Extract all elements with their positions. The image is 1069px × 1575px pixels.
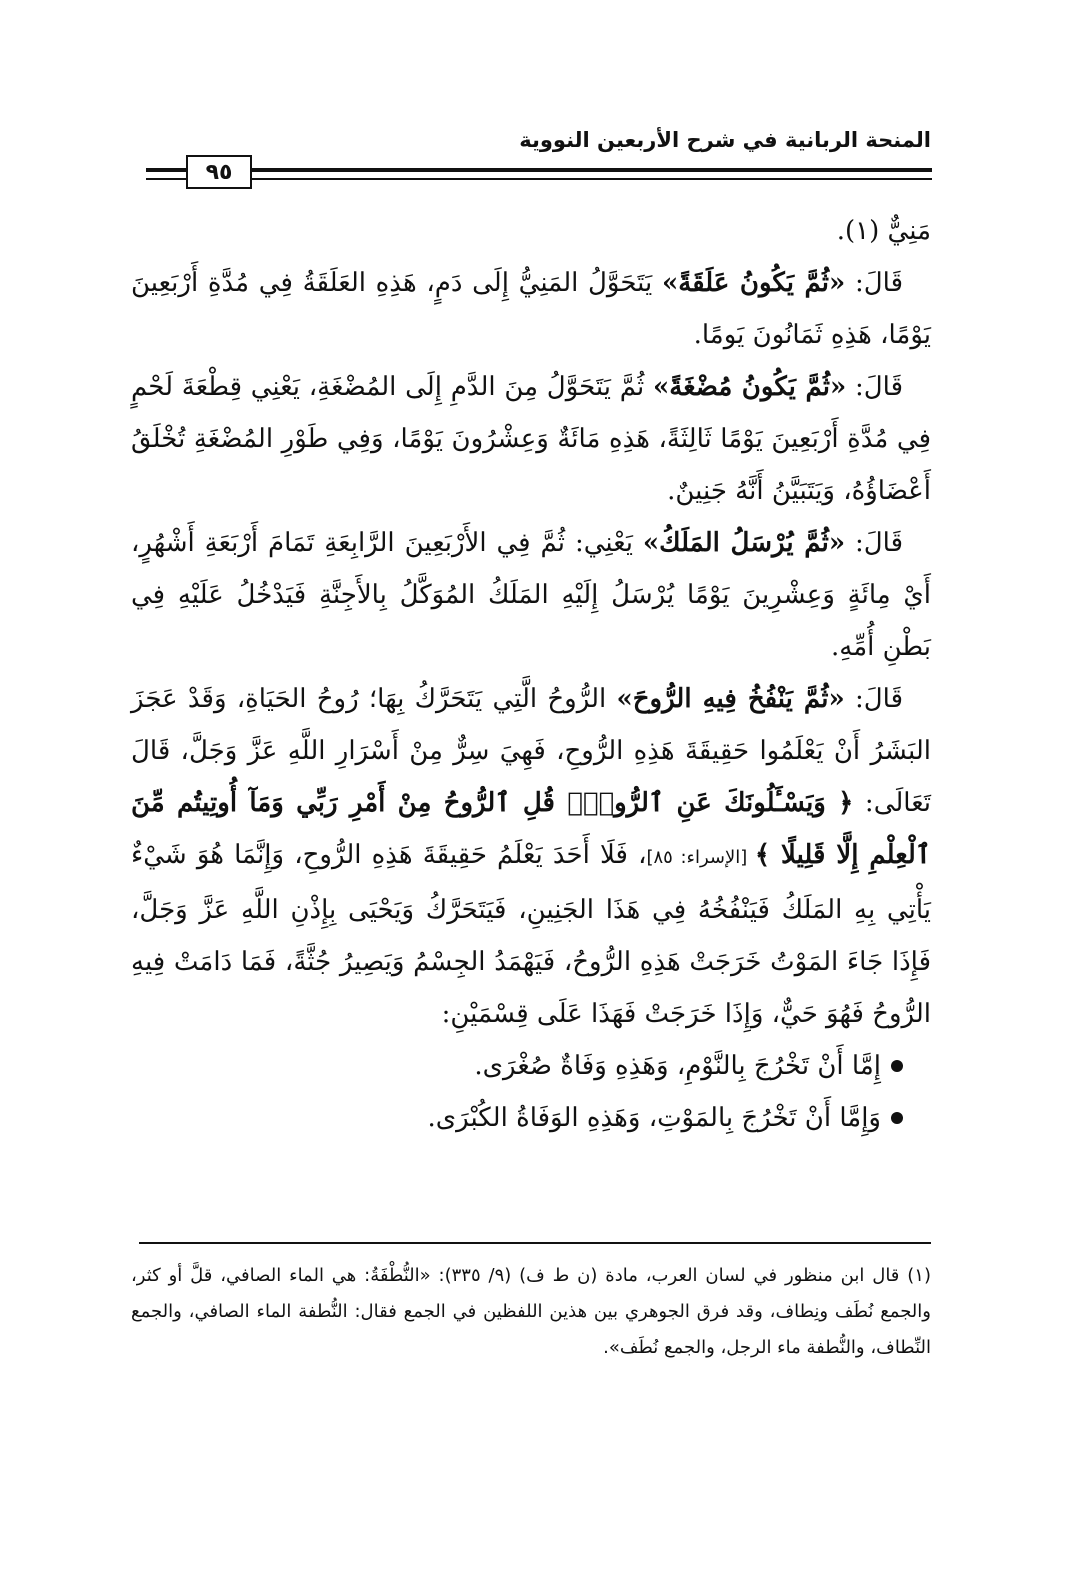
header-rule-right <box>252 168 932 172</box>
verse-reference: [الإسراء: ٨٥] <box>646 847 755 868</box>
paragraph-2-prefix: قَالَ: <box>846 372 903 402</box>
paragraph-4-text-a: الرُّوحُ الَّتِي يَتَحَرَّكُ بِهَا؛ رُوحُ الحَيَاةِ، وَقَدْ عَجَزَ البَشَرُ أَنْ يَعْلَمُوا حَقِيقَةَ هَذِهِ الرُّوحِ، فَهِيَ سِرٌّ مِنْ أَسْرَارِ اللَّهِ عَزَّ وَجَلَّ، قَالَ تَعَالَى: <box>131 684 931 818</box>
main-text <box>131 205 931 1144</box>
header-rule-right-thin <box>252 178 932 180</box>
paragraph-4 <box>131 673 931 1040</box>
page-number: ٩٥ <box>186 155 252 189</box>
quran-verse: ﴿ وَيَسْـَٔلُونَكَ عَنِ ٱلرُّوحِۖ قُلِ ٱلرُّوحُ مِنْ أَمْرِ رَبِّي وَمَآ أُوتِيتُم مِّنَ ٱلْعِلْمِ إِلَّا قَلِيلًا ﴾ <box>131 788 931 870</box>
hadith-quote: «ثُمَّ يُرْسَلُ المَلَكُ» <box>642 528 846 558</box>
list-item-text: إِمَّا أَنْ تَخْرُجَ بِالنَّوْمِ، وَهَذِهِ وَفَاةٌ صُغْرَى. <box>474 1051 881 1081</box>
paragraph-1 <box>131 257 931 361</box>
header-rule-left-thin <box>146 178 186 180</box>
paragraph-3-text: يَعْنِي: ثُمَّ فِي الأَرْبَعِينَ الرَّابِعَةِ تَمَامَ أَرْبَعَةِ أَشْهُرٍ، أَيْ مِائَةٍ وَعِشْرِينَ يَوْمًا يُرْسَلُ إِلَيْهِ المَلَكُ المُوَكَّلُ بِالأَجِنَّةِ فَيَدْخُلُ عَلَيْهِ فِي بَطْنِ أُمِّهِ. <box>131 528 931 662</box>
paragraph-4-prefix: قَالَ: <box>844 684 903 714</box>
footnote-rule <box>139 1242 931 1244</box>
paragraph-3 <box>131 517 931 673</box>
list-item-text: وَإِمَّا أَنْ تَخْرُجَ بِالمَوْتِ، وَهَذِهِ الوَفَاةُ الكُبْرَى. <box>427 1103 881 1133</box>
hadith-quote: «ثُمَّ يَكُونُ عَلَقَةً» <box>661 268 846 298</box>
paragraph-4-text-b: ، فَلَا أَحَدَ يَعْلَمُ حَقِيقَةَ هَذِهِ الرُّوحِ، وَإِنَّمَا هُوَ شَيْءٌ يَأْتِي بِهِ المَلَكُ فَيَنْفُخُهُ فِي هَذَا الجَنِينِ، فَيَتَحَرَّكُ وَيَحْيَى بِإِذْنِ اللَّهِ عَزَّ وَجَلَّ، فَإِذَا جَاءَ المَوْتُ خَرَجَتْ هَذِهِ الرُّوحُ، فَيَهْمَدُ الجِسْمُ وَيَصِيرُ جُثَّةً، فَمَا دَامَتْ فِيهِ الرُّوحُ فَهُوَ حَيٌّ، وَإِذَا خَرَجَتْ فَهَذَا عَلَى قِسْمَيْنِ: <box>131 840 931 1029</box>
paragraph-2 <box>131 361 931 517</box>
bullet-list <box>131 1040 931 1144</box>
footnote-1: (١) قال ابن منظور في لسان العرب، مادة (ن ط ف) (٩/ ٣٣٥): «النُّطْفَةُ: هي الماء الصافي، قلَّ أو كثر، والجمع نُطَف ونِطاف، وقد فرق الجوهري بين هذين اللفظين في الجمع فقال: النُّطفة الماء الصافي، والجمع النِّطاف، والنُّطفة ماء الرجل، والجمع نُطَف». <box>131 1265 931 1358</box>
hadith-quote: «ثُمَّ يَنْفُخُ فِيهِ الرُّوحَ» <box>616 684 845 714</box>
paragraph-2-text: ثُمَّ يَتَحَوَّلُ مِنَ الدَّمِ إِلَى المُضْغَةِ، يَعْنِي قِطْعَةَ لَحْمٍ فِي مُدَّةِ أَرْبَعِينَ يَوْمًا ثَالِثَةً، هَذِهِ مَائَةٌ وَعِشْرُونَ يَوْمًا، وَفِي طَوْرِ المُضْغَةِ تُخْلَقُ أَعْضَاؤُهُ، وَيَتَبَيَّنُ أَنَّهُ جَنِينٌ. <box>131 372 931 506</box>
list-item <box>131 1040 903 1092</box>
paragraph-3-prefix: قَالَ: <box>845 528 903 558</box>
hadith-quote: «ثُمَّ يَكُونُ مُضْغَةً» <box>653 372 847 402</box>
paragraph-1-text: يَتَحَوَّلُ المَنِيُّ إِلَى دَمٍ، هَذِهِ العَلَقَةُ فِي مُدَّةِ أَرْبَعِينَ يَوْمًا، هَذِهِ ثَمَانُونَ يَومًا. <box>131 268 931 350</box>
bullet-dot-icon <box>891 1060 903 1072</box>
paragraph-0: مَنِيٌّ (١). <box>836 216 931 246</box>
header-rule-left <box>146 168 186 172</box>
running-title: المنحة الربانية في شرح الأربعين النووية <box>519 128 931 152</box>
footnotes <box>131 1258 931 1366</box>
bullet-dot-icon <box>891 1112 903 1124</box>
paragraph-1-prefix: قَالَ: <box>845 268 903 298</box>
list-item <box>131 1092 903 1144</box>
